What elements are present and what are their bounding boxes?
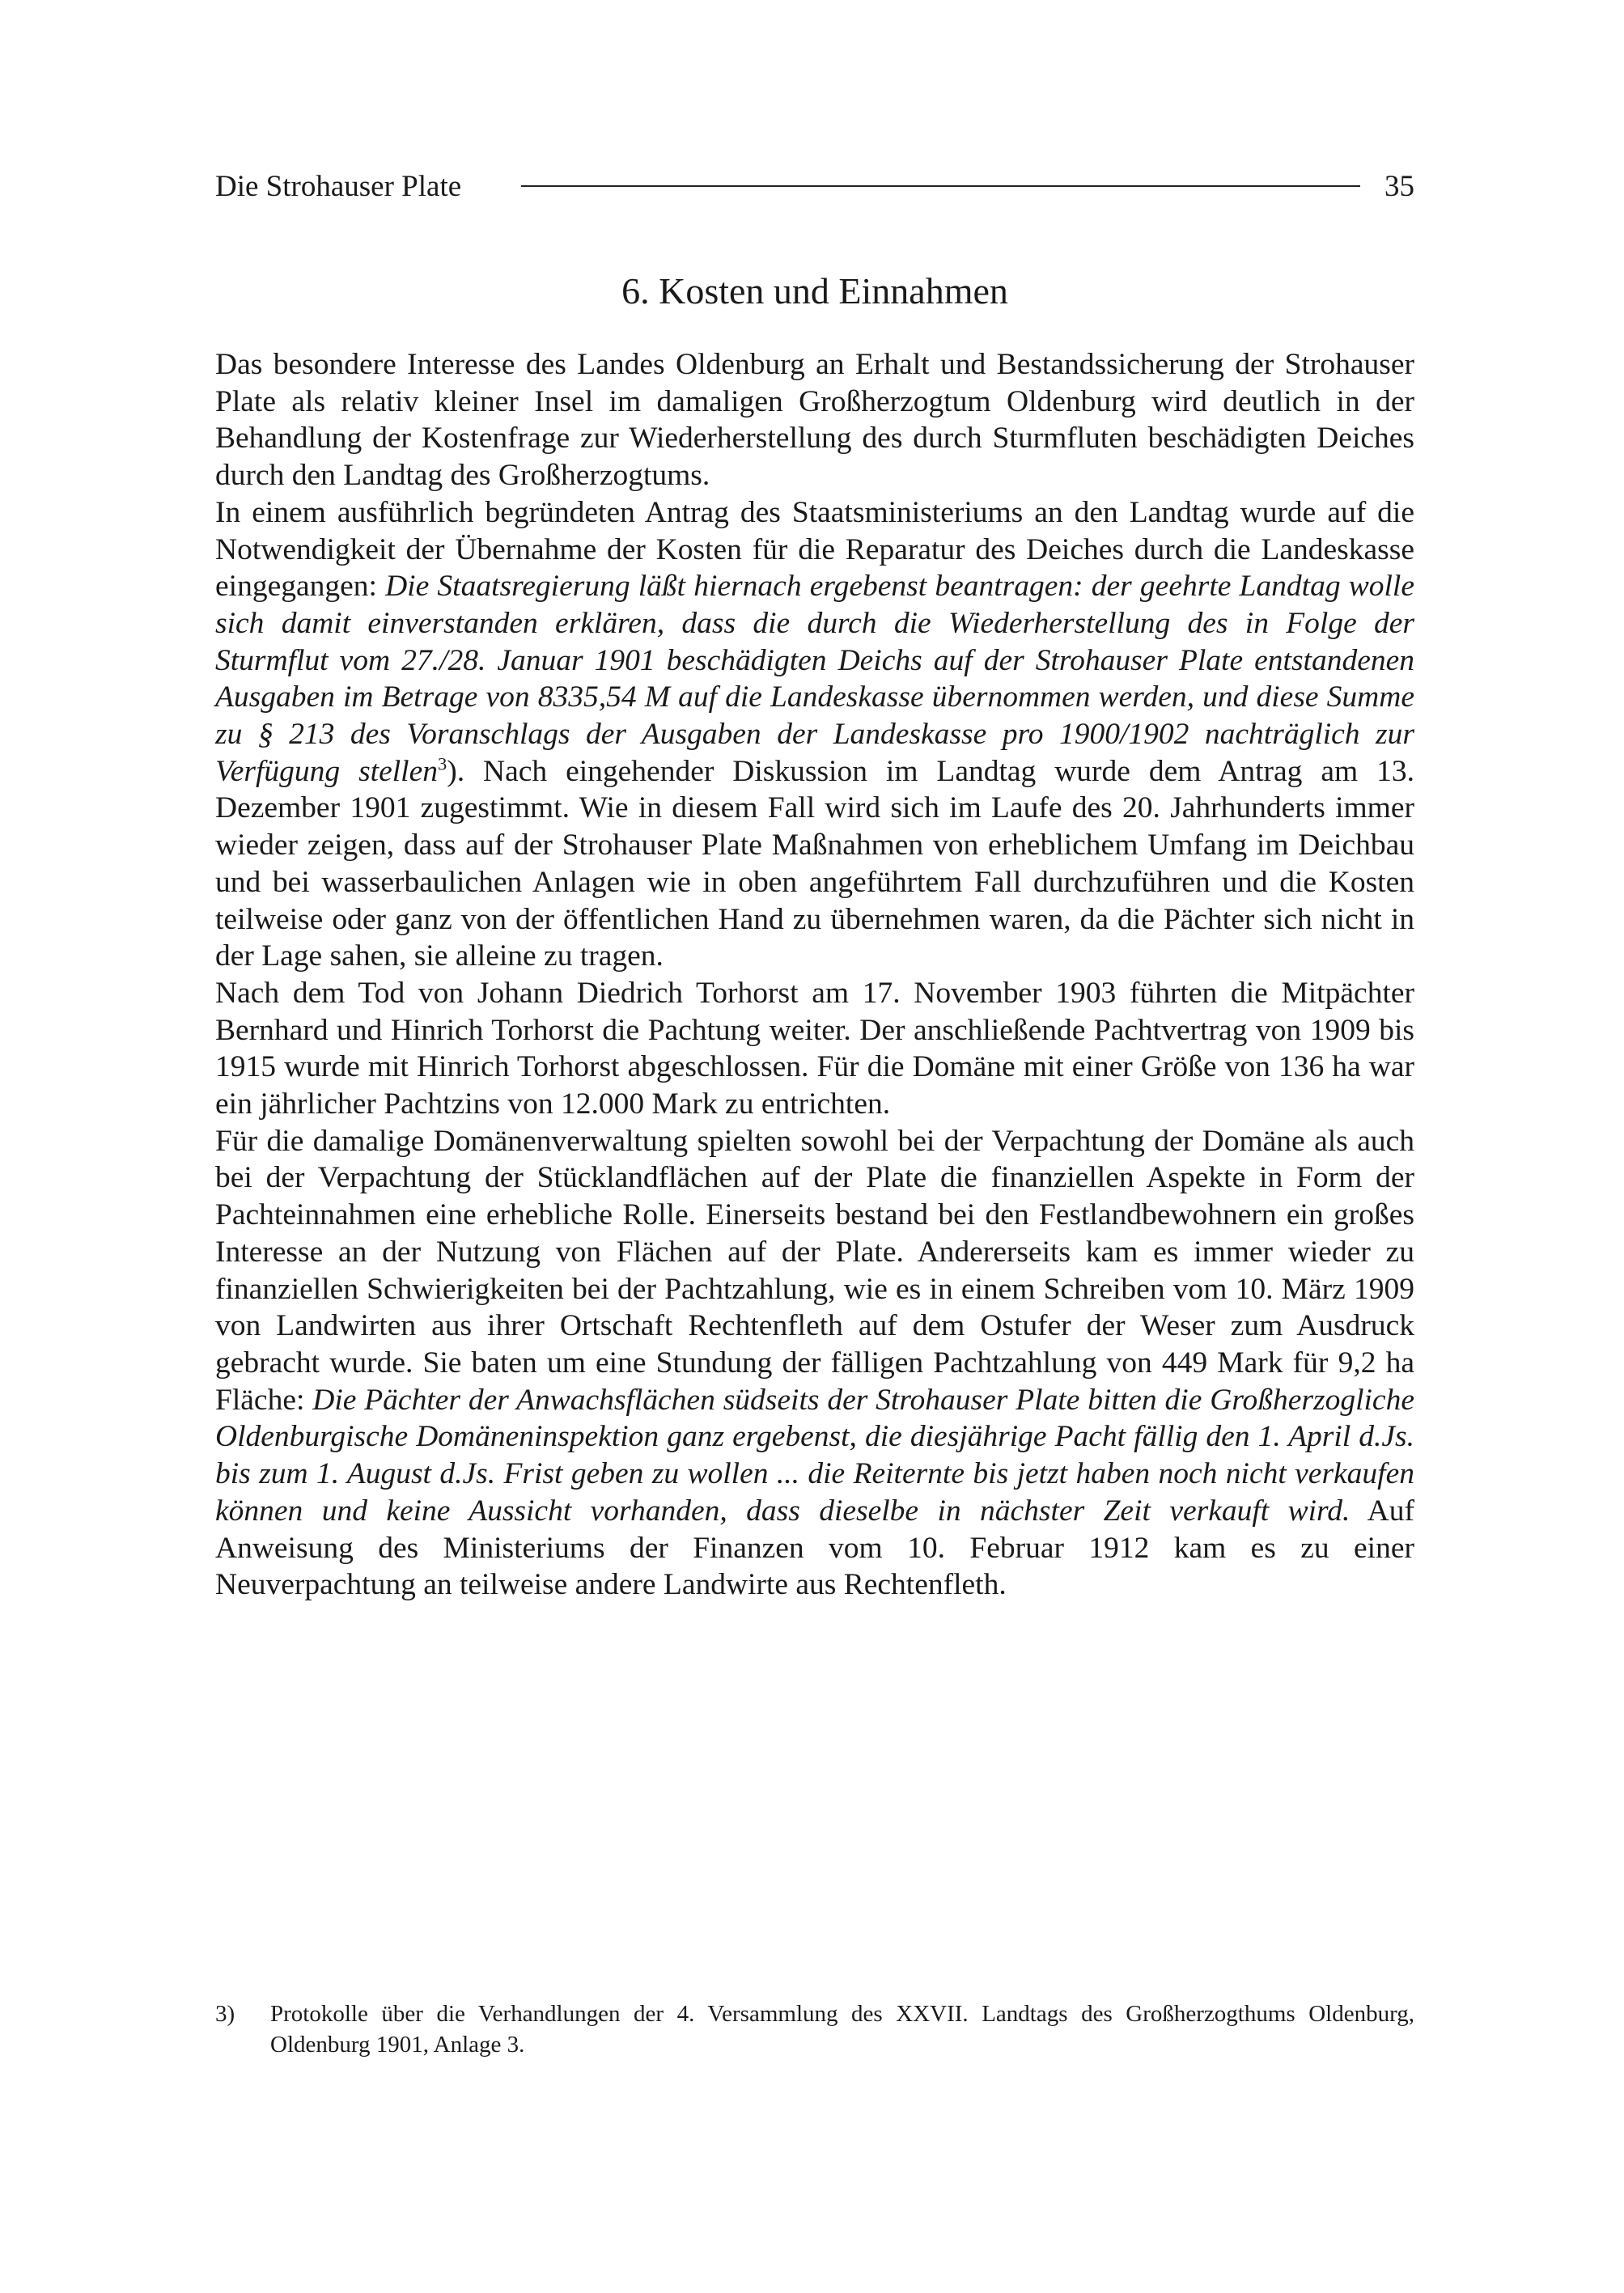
paragraph-2 [215, 494, 1414, 975]
page-number: 35 [1384, 169, 1414, 203]
paragraph-2-quote: Die Staatsregierung läßt hiernach ergebenst beantragen: der geehrte Landtag wolle sich damit einverstanden erklären, dass die durch die Wiederherstellung des in Folge der Sturmflut vom 27./28. Januar 1901 beschädigten Deichs auf der Strohauser Plate entstandenen Ausgaben im Betrage von 8335,54 M auf die Landeskasse übernommen werden, und diese Summe zu § 213 des Voranschlags der Ausgaben der Landeskasse pro 1900/1902 nachträglich zur Verfügung stellen [215, 570, 1414, 788]
paragraph-4 [215, 1123, 1414, 1604]
paragraph-4-lead: Für die damalige Domänenverwaltung spielten sowohl bei der Verpachtung der Domäne als auch bei der Verpachtung der Stücklandflächen auf der Plate die finanziellen Aspekte in Form der Pachteinnahmen eine erhebliche Rolle. Einerseits bestand bei den Festlandbewohnern ein großes Interesse an der Nutzung von Flächen auf der Plate. Andererseits kam es immer wieder zu finanziellen Schwierigkeiten bei der Pachtzahlung, wie es in einem Schreiben vom 10. März 1909 von Landwirten aus ihrer Ortschaft Rechtenfleth auf dem Ostufer der Weser zum Ausdruck gebracht wurde. Sie baten um eine Stundung der fälligen Pachtzahlung von 449 Mark für 9,2 ha Fläche: [215, 1124, 1414, 1417]
paragraph-2-tail: ). Nach eingehender Diskussion im Landtag wurde dem Antrag am 13. Dezember 1901 zugestimmt. Wie in diesem Fall wird sich im Laufe des 20. Jahrhunderts immer wieder zeigen, dass auf der Strohauser Plate Maßnahmen von erheblichem Umfang im Deichbau und bei wasserbaulichen Anlagen wie in oben angeführtem Fall durchzuführen und die Kosten teilweise oder ganz von der öffentlichen Hand zu übernehmen waren, da die Pächter sich nicht in der Lage sahen, sie alleine zu tragen. [215, 754, 1414, 973]
paragraph-4-quote: Die Pächter der Anwachsflächen südseits der Strohauser Plate bitten die Großherzogliche Oldenburgische Domäneninspektion ganz ergebenst, die diesjährige Pacht fällig den 1. April d.Js. bis zum 1. August d.Js. Frist geben zu wollen ... die Reiternte bis jetzt haben noch nicht verkaufen können und keine Aussicht vorhanden, dass dieselbe in nächster Zeit verkauft wird. [215, 1383, 1414, 1528]
paragraph-3 [215, 975, 1414, 1123]
header-rule [521, 185, 1360, 187]
footnote-marker: 3) [215, 2001, 235, 2027]
paragraph-4-tail: Auf Anweisung des Ministeriums der Finanzen vom 10. Februar 1912 kam es zu einer Neuverpachtung an teilweise andere Landwirte aus Rechtenfleth. [215, 1494, 1414, 1602]
paragraph-2-lead: In einem ausführlich begründeten Antrag des Staatsministeriums an den Landtag wurde auf die Notwendigkeit der Übernahme der Kosten für die Reparatur des Deiches durch die Landeskasse eingegangen: [215, 495, 1414, 604]
running-header [215, 166, 1414, 206]
paragraph-3-text: Nach dem Tod von Johann Diedrich Torhorst am 17. November 1903 führten die Mitpächter Bernhard und Hinrich Torhorst die Pachtung weiter. Der anschließende Pachtvertrag von 1909 bis 1915 wurde mit Hinrich Torhorst abgeschlossen. Für die Domäne mit einer Größe von 136 ha war ein jährlicher Pachtzins von 12.000 Mark zu entrichten. [215, 976, 1414, 1121]
paragraph-1 [215, 346, 1414, 494]
footnote [215, 1998, 1414, 2060]
running-title: Die Strohauser Plate [215, 169, 462, 203]
footnote-reference[interactable]: 3 [437, 753, 447, 774]
chapter-title: 6. Kosten und Einnahmen [621, 270, 1008, 312]
footnote-text: Protokolle über die Verhandlungen der 4. Versammlung des XXVII. Landtags des Großherzogthums Oldenburg, Oldenburg 1901, Anlage 3. [270, 2001, 1414, 2058]
body-text [215, 346, 1414, 1604]
paragraph-1-text: Das besondere Interesse des Landes Oldenburg an Erhalt und Bestandssicherung der Strohauser Plate als relativ kleiner Insel im damaligen Großherzogtum Oldenburg wird deutlich in der Behandlung der Kostenfrage zur Wiederherstellung des durch Sturmfluten beschädigten Deiches durch den Landtag des Großherzogtums. [215, 348, 1414, 493]
